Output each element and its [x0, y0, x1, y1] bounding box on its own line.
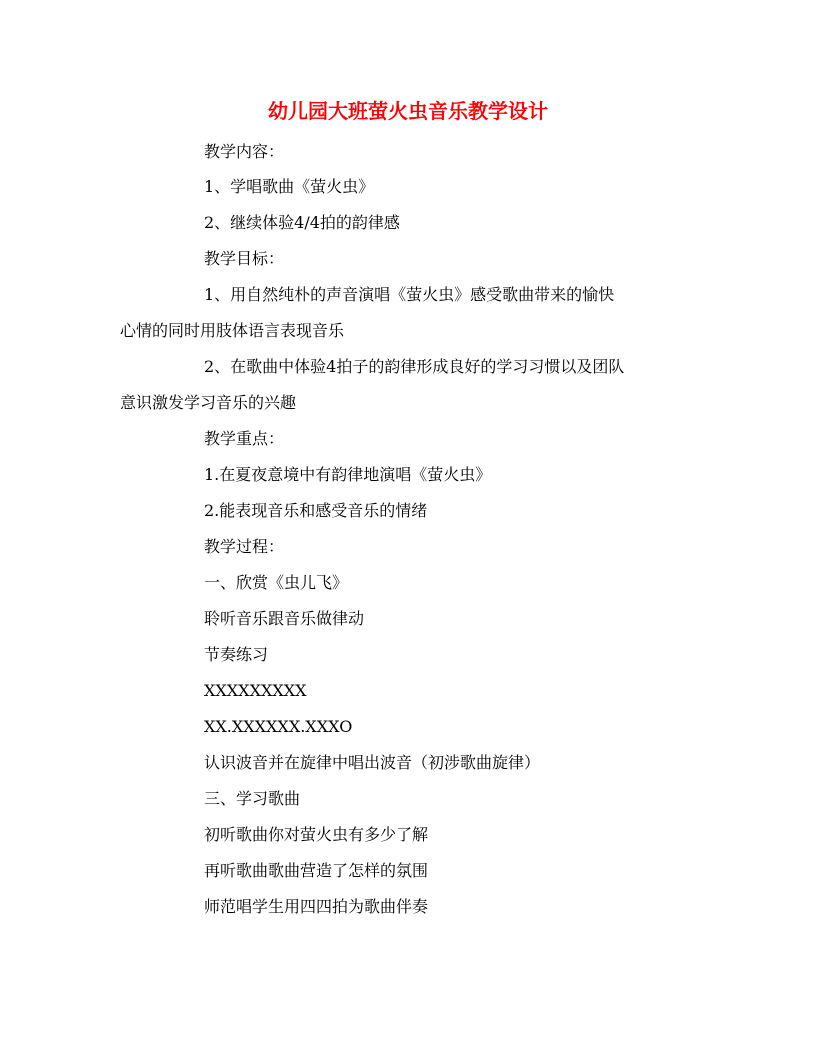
process-step-1: 一、欣赏《虫儿飞》	[204, 573, 349, 592]
content-item-1: 1、学唱歌曲《萤火虫》	[204, 177, 375, 196]
content-item-2: 2、继续体验4/4拍的韵律感	[204, 213, 400, 232]
process-step-3: 三、学习歌曲	[204, 789, 301, 808]
process-line-first-listen: 初听歌曲你对萤火虫有多少了解	[204, 825, 429, 844]
goal-1-line-2: 心情的同时用肢体语言表现音乐	[120, 321, 345, 340]
goal-1-line-1: 1、用自然纯朴的声音演唱《萤火虫》感受歌曲带来的愉快	[204, 285, 615, 304]
section-heading-goals: 教学目标：	[204, 249, 285, 268]
key-point-2: 2.能表现音乐和感受音乐的情绪	[204, 501, 428, 520]
process-line-second-listen: 再听歌曲歌曲营造了怎样的氛围	[204, 861, 429, 880]
section-heading-key-points: 教学重点：	[204, 429, 285, 448]
rhythm-pattern-1: XXXXXXXXX	[204, 681, 307, 700]
section-heading-process: 教学过程：	[204, 537, 285, 556]
document-title: 幼儿园大班萤火虫音乐教学设计	[268, 99, 548, 123]
section-heading-content: 教学内容：	[204, 142, 285, 161]
process-line-mordent: 认识波音并在旋律中唱出波音（初涉歌曲旋律）	[204, 753, 541, 772]
rhythm-pattern-2: XX.XXXXXX.XXXO	[204, 717, 353, 736]
goal-2-line-1: 2、在歌曲中体验4拍子的韵律形成良好的学习习惯以及团队	[204, 357, 625, 376]
key-point-1: 1.在夏夜意境中有韵律地演唱《萤火虫》	[204, 465, 492, 484]
process-line-rhythm: 节奏练习	[204, 645, 269, 664]
process-line-listen: 聆听音乐跟音乐做律动	[204, 609, 365, 628]
process-line-demo-sing: 师范唱学生用四四拍为歌曲伴奏	[204, 897, 429, 916]
goal-2-line-2: 意识激发学习音乐的兴趣	[120, 393, 297, 412]
